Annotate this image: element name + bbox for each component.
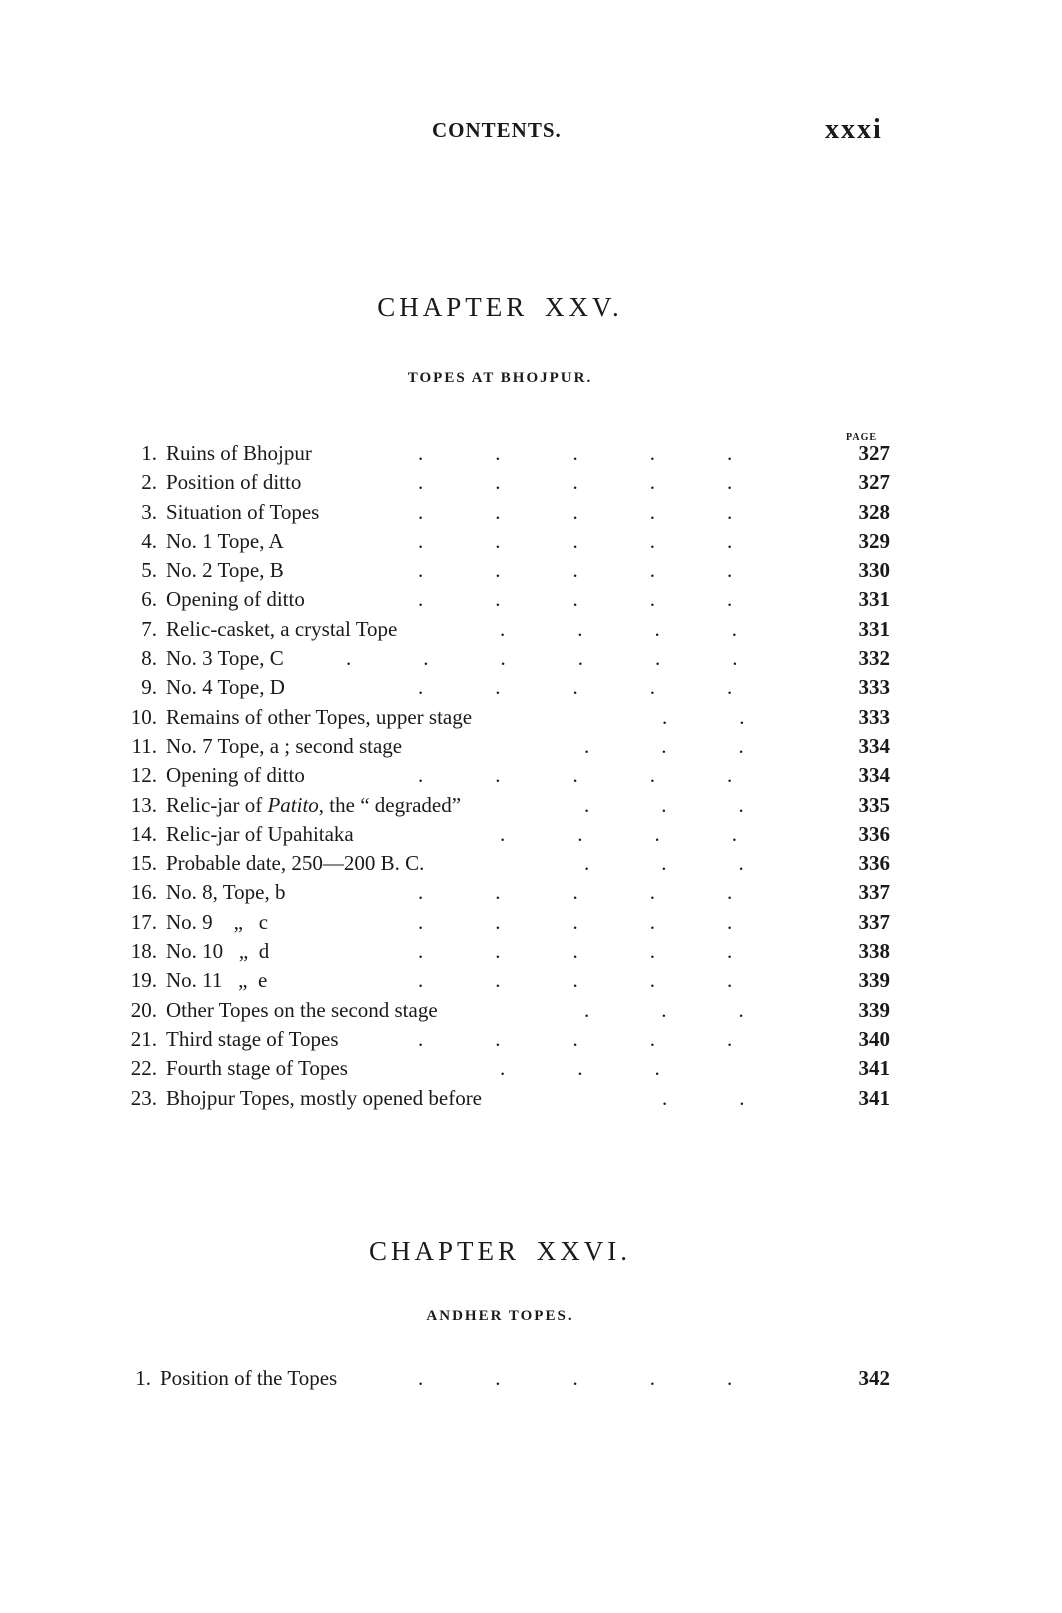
toc-entry bbox=[0, 849, 1000, 878]
entry-number: 17. bbox=[130, 909, 157, 934]
entry-title: No. 9 „ c bbox=[166, 909, 269, 934]
entry-number: 3. bbox=[141, 499, 157, 524]
toc-entry bbox=[0, 468, 1000, 497]
dot-leader: ..... bbox=[418, 558, 805, 583]
entry-page: 336 bbox=[858, 821, 890, 846]
entry-title: Other Topes on the second stage bbox=[166, 997, 438, 1022]
entry-page: 333 bbox=[858, 675, 890, 700]
toc-entry bbox=[0, 996, 1000, 1025]
entry-page: 341 bbox=[858, 1085, 890, 1110]
toc-entry bbox=[0, 556, 1000, 585]
entry-number: 12. bbox=[130, 763, 157, 788]
toc-entry bbox=[0, 644, 1000, 673]
entry-title: No. 3 Tope, C bbox=[166, 646, 284, 671]
toc-entry bbox=[0, 439, 1000, 468]
chapter-title: CHAPTER XXV. bbox=[377, 292, 623, 322]
toc-entry bbox=[0, 732, 1000, 761]
toc-entry bbox=[0, 878, 1000, 907]
dot-leader: .... bbox=[500, 821, 809, 846]
toc-entry bbox=[0, 585, 1000, 614]
entry-title: No. 11 „ e bbox=[166, 968, 268, 993]
chapter-subtitle: TOPES AT BHOJPUR. bbox=[407, 370, 593, 386]
chapter-subtitle: ANDHER TOPES. bbox=[426, 1308, 574, 1324]
entry-title: Relic-casket, a crystal Tope bbox=[166, 616, 398, 641]
entry-number: 1. bbox=[141, 441, 157, 465]
dot-leader: ..... bbox=[418, 470, 805, 495]
running-title: CONTENTS. bbox=[432, 118, 562, 142]
entry-page: 329 bbox=[858, 528, 890, 553]
toc-entry bbox=[0, 791, 1000, 820]
entry-number: 18. bbox=[130, 939, 157, 964]
entry-number: 16. bbox=[130, 880, 157, 905]
entry-page: 328 bbox=[858, 499, 890, 524]
dot-leader: ..... bbox=[418, 763, 805, 788]
toc-entry bbox=[0, 527, 1000, 556]
dot-leader: ... bbox=[584, 733, 816, 758]
dot-leader: ...... bbox=[346, 646, 810, 671]
entry-number: 9. bbox=[141, 675, 157, 700]
entry-title: No. 2 Tope, B bbox=[166, 558, 284, 583]
entry-title: Third stage of Topes bbox=[166, 1026, 339, 1051]
dot-leader: ..... bbox=[418, 675, 805, 700]
entry-page: 327 bbox=[858, 441, 890, 465]
entry-page: 333 bbox=[858, 704, 890, 729]
entry-title: Position of ditto bbox=[166, 470, 302, 495]
entry-title: Relic-jar of Upahitaka bbox=[166, 821, 354, 846]
entry-title: No. 8, Tope, b bbox=[166, 880, 286, 905]
entry-page: 337 bbox=[858, 880, 890, 905]
dot-leader: ..... bbox=[418, 909, 805, 934]
dot-leader: ... bbox=[584, 851, 816, 876]
chapter-title: CHAPTER XXVI. bbox=[368, 1236, 631, 1266]
dot-leader: .. bbox=[662, 1085, 817, 1110]
entry-page: 334 bbox=[858, 733, 890, 758]
dot-leader: ... bbox=[584, 792, 816, 817]
toc-entry bbox=[0, 908, 1000, 937]
toc-list bbox=[0, 1364, 1000, 1393]
entry-title: No. 1 Tope, A bbox=[166, 528, 284, 553]
entry-page: 335 bbox=[858, 792, 890, 817]
entry-number: 13. bbox=[130, 792, 157, 817]
toc-list bbox=[0, 439, 1000, 1113]
entry-number: 1. bbox=[135, 1366, 151, 1390]
entry-page: 334 bbox=[858, 763, 890, 788]
entry-title: No. 10 „ d bbox=[166, 939, 270, 964]
entry-number: 2. bbox=[141, 470, 157, 495]
dot-leader: ..... bbox=[418, 528, 805, 553]
toc-entry bbox=[0, 966, 1000, 995]
entry-number: 21. bbox=[130, 1026, 157, 1051]
dot-leader: ... bbox=[584, 997, 816, 1022]
italic-name: Patito bbox=[267, 792, 319, 817]
entry-number: 22. bbox=[130, 1056, 157, 1081]
entry-page: 332 bbox=[858, 646, 890, 671]
page-number: xxxi bbox=[825, 114, 883, 145]
entry-page: 327 bbox=[858, 470, 890, 495]
entry-title: Fourth stage of Topes bbox=[166, 1056, 348, 1081]
entry-number: 14. bbox=[130, 821, 157, 846]
dot-leader: ..... bbox=[418, 441, 805, 465]
page-column-label: PAGE bbox=[846, 432, 878, 443]
entry-page: 340 bbox=[858, 1026, 890, 1051]
toc-entry bbox=[0, 1025, 1000, 1054]
entry-number: 23. bbox=[130, 1085, 157, 1110]
entry-page: 331 bbox=[858, 587, 890, 612]
toc-entry bbox=[0, 615, 1000, 644]
toc-entry bbox=[0, 1054, 1000, 1083]
entry-number: 6. bbox=[141, 587, 157, 612]
entry-title: Opening of ditto bbox=[166, 763, 305, 788]
dot-leader: .... bbox=[500, 616, 809, 641]
entry-number: 8. bbox=[141, 646, 157, 671]
dot-leader: .. bbox=[662, 704, 817, 729]
entry-title: Probable date, 250—200 B. C. bbox=[166, 851, 425, 876]
entry-title: Ruins of Bhojpur bbox=[166, 441, 312, 465]
entry-page: 339 bbox=[858, 968, 890, 993]
entry-page: 337 bbox=[858, 909, 890, 934]
entry-number: 19. bbox=[130, 968, 157, 993]
entry-page: 330 bbox=[858, 558, 890, 583]
toc-entry bbox=[0, 1364, 1000, 1393]
entry-title: Opening of ditto bbox=[166, 587, 305, 612]
toc-entry bbox=[0, 761, 1000, 790]
dot-leader: ... bbox=[500, 1056, 732, 1081]
toc-entry bbox=[0, 1084, 1000, 1113]
dot-leader: ..... bbox=[418, 939, 805, 964]
entry-page: 336 bbox=[858, 851, 890, 876]
dot-leader: ..... bbox=[418, 587, 805, 612]
entry-page: 338 bbox=[858, 939, 890, 964]
toc-entry bbox=[0, 937, 1000, 966]
dot-leader: ..... bbox=[418, 1366, 805, 1390]
entry-page: 341 bbox=[858, 1056, 890, 1081]
entry-number: 20. bbox=[130, 997, 157, 1022]
dot-leader: ..... bbox=[418, 1026, 805, 1051]
entry-title: No. 4 Tope, D bbox=[166, 675, 285, 700]
entry-page: 331 bbox=[858, 616, 890, 641]
toc-entry bbox=[0, 498, 1000, 527]
entry-number: 15. bbox=[130, 851, 157, 876]
entry-number: 4. bbox=[141, 528, 157, 553]
entry-number: 10. bbox=[130, 704, 157, 729]
entry-page: 339 bbox=[858, 997, 890, 1022]
dot-leader: ..... bbox=[418, 880, 805, 905]
entry-page: 342 bbox=[858, 1366, 890, 1390]
entry-number: 11. bbox=[131, 733, 157, 758]
dot-leader: ..... bbox=[418, 968, 805, 993]
toc-entry bbox=[0, 673, 1000, 702]
dot-leader: ..... bbox=[418, 499, 805, 524]
entry-number: 5. bbox=[141, 558, 157, 583]
entry-title: No. 7 Tope, a ; second stage bbox=[166, 733, 403, 758]
entry-title: Remains of other Topes, upper stage bbox=[166, 704, 473, 729]
running-head bbox=[0, 114, 1000, 148]
entry-title: Bhojpur Topes, mostly opened before bbox=[166, 1085, 483, 1110]
toc-entry bbox=[0, 820, 1000, 849]
entry-number: 7. bbox=[141, 616, 157, 641]
entry-title: Situation of Topes bbox=[166, 499, 320, 524]
entry-title: Relic-jar of Patito, the “ degraded” bbox=[166, 792, 462, 817]
toc-entry bbox=[0, 703, 1000, 732]
entry-title: Position of the Topes bbox=[160, 1366, 338, 1390]
